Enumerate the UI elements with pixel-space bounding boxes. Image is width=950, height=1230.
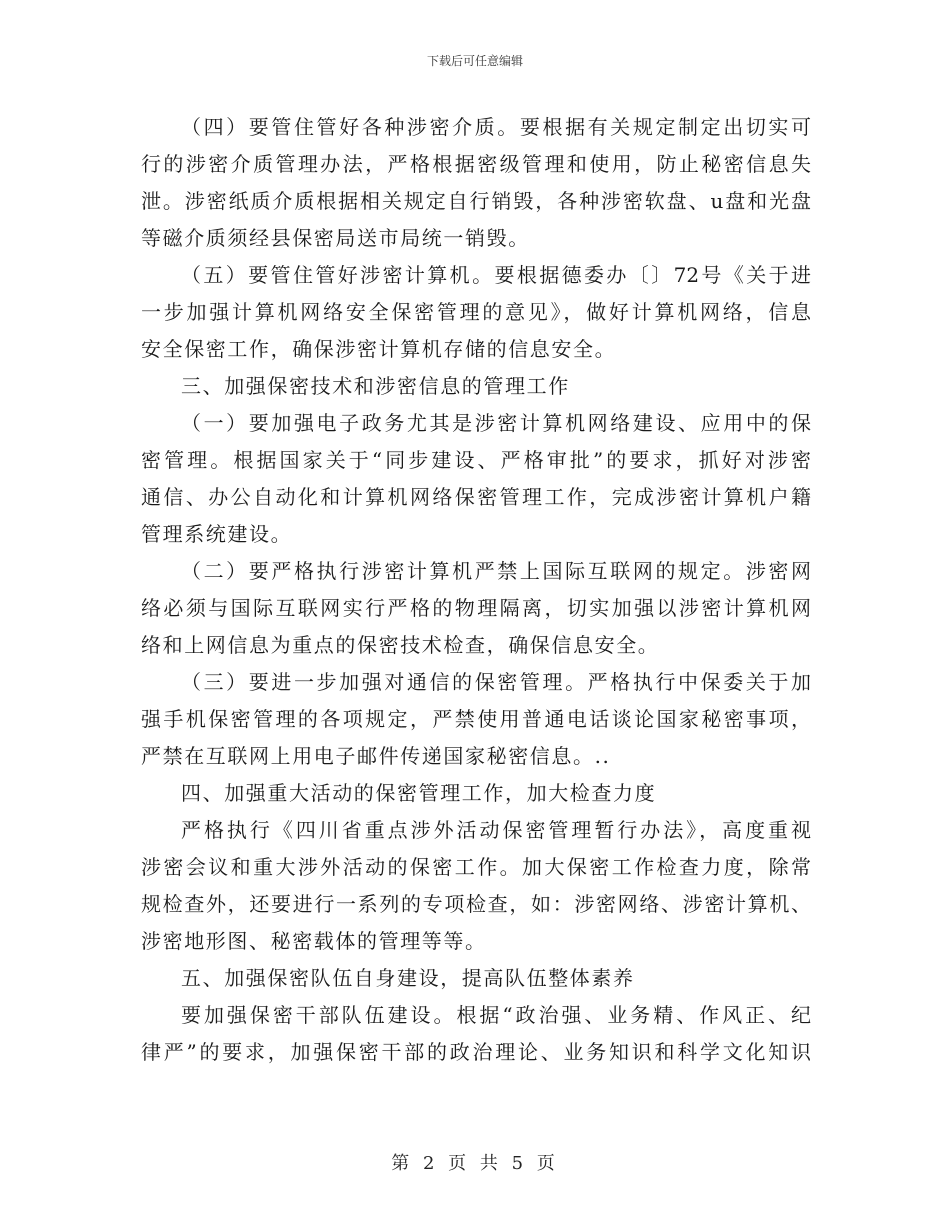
footer-suffix: 页 bbox=[536, 1153, 559, 1174]
paragraph-line: 强手机保密管理的各项规定，严禁使用普通电话谈论国家秘密事项， bbox=[141, 707, 811, 731]
paragraph-line: 安全保密工作，确保涉密计算机存储的信息安全。 bbox=[141, 337, 617, 361]
footer-prefix: 第 bbox=[391, 1153, 414, 1174]
paragraph-line: 律严”的要求，加强保密干部的政治理论、业务知识和科学文化知识 bbox=[141, 1040, 811, 1064]
section-heading: 四、加强重大活动的保密管理工作，加大检查力度 bbox=[181, 781, 657, 805]
paragraph-line: （五）要管住管好涉密计算机。要根据德委办〔〕72号《关于进 bbox=[181, 263, 811, 287]
section-heading: 三、加强保密技术和涉密信息的管理工作 bbox=[181, 374, 570, 398]
paragraph-line: 涉密会议和重大涉外活动的保密工作。加大保密工作检查力度，除常 bbox=[141, 855, 811, 879]
current-page-number: 2 bbox=[422, 1153, 439, 1174]
paragraph-line: 严禁在互联网上用电子邮件传递国家秘密信息。.. bbox=[141, 744, 611, 768]
paragraph-line: （四）要管住管好各种涉密介质。要根据有关规定制定出切实可 bbox=[181, 115, 811, 139]
paragraph-line: 络和上网信息为重点的保密技术检查，确保信息安全。 bbox=[141, 633, 660, 657]
document-body bbox=[141, 109, 811, 1071]
paragraph-line: 一步加强计算机网络安全保密管理的意见》，做好计算机网络，信息 bbox=[141, 300, 811, 324]
paragraph-line: 泄。涉密纸质介质根据相关规定自行销毁，各种涉密软盘、u盘和光盘 bbox=[141, 189, 811, 213]
paragraph-line: （二）要严格执行涉密计算机严禁上国际互联网的规定。涉密网 bbox=[181, 559, 811, 583]
paragraph-line: 行的涉密介质管理办法，严格根据密级管理和使用，防止秘密信息失 bbox=[141, 152, 811, 176]
page-header: 下载后可任意编辑 bbox=[426, 54, 523, 68]
paragraph-line: 要加强保密干部队伍建设。根据“政治强、业务精、作风正、纪 bbox=[181, 1003, 811, 1027]
section-heading: 五、加强保密队伍自身建设，提高队伍整体素养 bbox=[181, 966, 635, 990]
footer-middle: 页 共 bbox=[448, 1153, 502, 1174]
paragraph-line: 等磁介质须经县保密局送市局统一销毁。 bbox=[141, 226, 530, 250]
paragraph-line: 络必须与国际互联网实行严格的物理隔离，切实加强以涉密计算机网 bbox=[141, 596, 811, 620]
paragraph-line: 严格执行《四川省重点涉外活动保密管理暂行办法》，高度重视 bbox=[181, 818, 811, 842]
paragraph-line: 规检查外，还要进行一系列的专项检查，如：涉密网络、涉密计算机、 bbox=[141, 892, 811, 916]
paragraph-line: 涉密地形图、秘密载体的管理等等。 bbox=[141, 929, 487, 953]
paragraph-line: （一）要加强电子政务尤其是涉密计算机网络建设、应用中的保 bbox=[181, 411, 811, 435]
total-pages-number: 5 bbox=[511, 1153, 528, 1174]
paragraph-line: 密管理。根据国家关于“同步建设、严格审批”的要求，抓好对涉密 bbox=[141, 448, 811, 472]
page-footer bbox=[0, 1149, 950, 1175]
paragraph-line: 通信、办公自动化和计算机网络保密管理工作，完成涉密计算机户籍 bbox=[141, 485, 811, 509]
paragraph-line: （三）要进一步加强对通信的保密管理。严格执行中保委关于加 bbox=[181, 670, 811, 694]
paragraph-line: 管理系统建设。 bbox=[141, 522, 293, 546]
